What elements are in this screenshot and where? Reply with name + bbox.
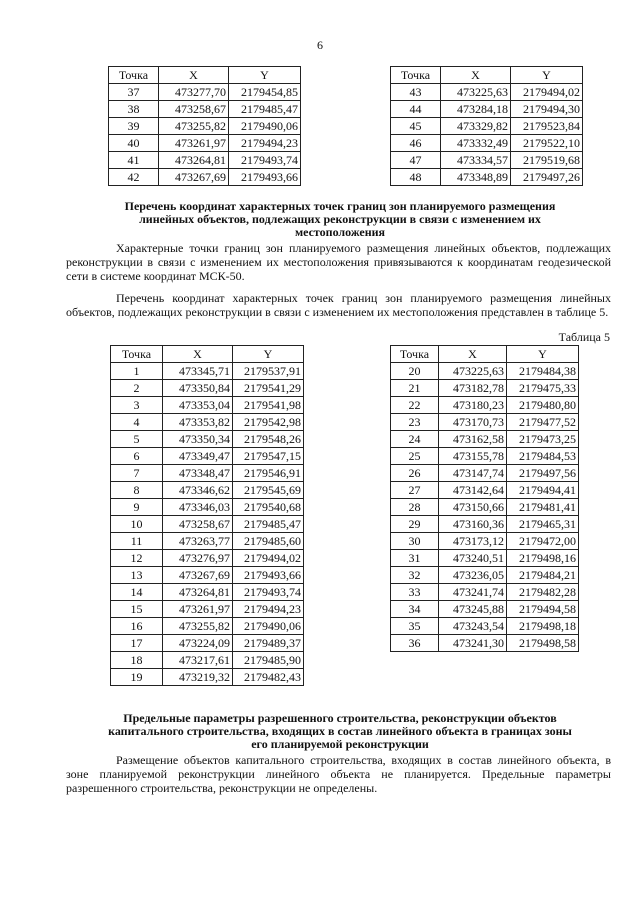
col-header-y: Y	[233, 346, 304, 363]
x-coordinate-cell: 473241,74	[439, 584, 507, 601]
table-row	[111, 380, 304, 397]
col-header-x: X	[159, 67, 229, 84]
point-number-cell: 44	[391, 101, 441, 118]
point-number-cell: 43	[391, 84, 441, 101]
x-coordinate-cell: 473173,12	[439, 533, 507, 550]
table-row	[111, 448, 304, 465]
x-coordinate-cell: 473348,47	[163, 465, 233, 482]
x-coordinate-cell: 473267,69	[159, 169, 229, 186]
table-row	[391, 482, 579, 499]
point-number-cell: 39	[109, 118, 159, 135]
y-coordinate-cell: 2179494,23	[229, 135, 301, 152]
y-coordinate-cell: 2179493,66	[229, 169, 301, 186]
table-row	[391, 499, 579, 516]
table5-right	[390, 345, 579, 652]
point-number-cell: 4	[111, 414, 163, 431]
point-number-cell: 11	[111, 533, 163, 550]
x-coordinate-cell: 473217,61	[163, 652, 233, 669]
table-row	[391, 618, 579, 635]
col-header-y: Y	[229, 67, 301, 84]
table-row	[391, 431, 579, 448]
y-coordinate-cell: 2179480,80	[507, 397, 579, 414]
point-number-cell: 6	[111, 448, 163, 465]
point-number-cell: 41	[109, 152, 159, 169]
y-coordinate-cell: 2179522,10	[511, 135, 583, 152]
table-row	[391, 567, 579, 584]
y-coordinate-cell: 2179494,30	[511, 101, 583, 118]
point-number-cell: 16	[111, 618, 163, 635]
table-row	[391, 635, 579, 652]
page-number: 6	[317, 38, 323, 52]
point-number-cell: 3	[111, 397, 163, 414]
y-coordinate-cell: 2179485,90	[233, 652, 304, 669]
x-coordinate-cell: 473170,73	[439, 414, 507, 431]
point-number-cell: 42	[109, 169, 159, 186]
table-row	[391, 118, 583, 135]
point-number-cell: 34	[391, 601, 439, 618]
y-coordinate-cell: 2179497,26	[511, 169, 583, 186]
col-header-point: Точка	[111, 346, 163, 363]
point-number-cell: 9	[111, 499, 163, 516]
coordinates-table-top-right	[390, 66, 583, 186]
table-row	[391, 414, 579, 431]
y-coordinate-cell: 2179498,18	[507, 618, 579, 635]
point-number-cell: 15	[111, 601, 163, 618]
col-header-x: X	[163, 346, 233, 363]
y-coordinate-cell: 2179537,91	[233, 363, 304, 380]
x-coordinate-cell: 473350,34	[163, 431, 233, 448]
x-coordinate-cell: 473240,51	[439, 550, 507, 567]
x-coordinate-cell: 473182,78	[439, 380, 507, 397]
y-coordinate-cell: 2179541,29	[233, 380, 304, 397]
x-coordinate-cell: 473142,64	[439, 482, 507, 499]
point-number-cell: 47	[391, 152, 441, 169]
x-coordinate-cell: 473225,63	[441, 84, 511, 101]
table-row	[391, 465, 579, 482]
y-coordinate-cell: 2179493,74	[233, 584, 304, 601]
y-coordinate-cell: 2179482,43	[233, 669, 304, 686]
x-coordinate-cell: 473241,30	[439, 635, 507, 652]
point-number-cell: 30	[391, 533, 439, 550]
table-row	[391, 601, 579, 618]
table-row	[391, 152, 583, 169]
point-number-cell: 21	[391, 380, 439, 397]
y-coordinate-cell: 2179493,74	[229, 152, 301, 169]
point-number-cell: 5	[111, 431, 163, 448]
x-coordinate-cell: 473236,05	[439, 567, 507, 584]
point-number-cell: 38	[109, 101, 159, 118]
y-coordinate-cell: 2179482,28	[507, 584, 579, 601]
x-coordinate-cell: 473276,97	[163, 550, 233, 567]
x-coordinate-cell: 473261,97	[159, 135, 229, 152]
point-number-cell: 28	[391, 499, 439, 516]
point-number-cell: 19	[111, 669, 163, 686]
point-number-cell: 8	[111, 482, 163, 499]
table-row	[111, 635, 304, 652]
point-number-cell: 2	[111, 380, 163, 397]
point-number-cell: 33	[391, 584, 439, 601]
y-coordinate-cell: 2179546,91	[233, 465, 304, 482]
y-coordinate-cell: 2179485,47	[233, 516, 304, 533]
y-coordinate-cell: 2179484,21	[507, 567, 579, 584]
point-number-cell: 27	[391, 482, 439, 499]
y-coordinate-cell: 2179475,33	[507, 380, 579, 397]
table-row	[391, 516, 579, 533]
table-row	[109, 118, 301, 135]
col-header-point: Точка	[391, 346, 439, 363]
table-row	[391, 448, 579, 465]
y-coordinate-cell: 2179472,00	[507, 533, 579, 550]
x-coordinate-cell: 473350,84	[163, 380, 233, 397]
x-coordinate-cell: 473224,09	[163, 635, 233, 652]
x-coordinate-cell: 473243,54	[439, 618, 507, 635]
x-coordinate-cell: 473329,82	[441, 118, 511, 135]
point-number-cell: 14	[111, 584, 163, 601]
x-coordinate-cell: 473353,04	[163, 397, 233, 414]
table-row	[109, 169, 301, 186]
x-coordinate-cell: 473263,77	[163, 533, 233, 550]
table-caption: Таблица 5	[558, 330, 610, 344]
point-number-cell: 24	[391, 431, 439, 448]
section-heading-parameters: Предельные параметры разрешенного строительства, реконструкции объектов капитального строительства, входящих в состав линейного объекта в границах зоны его планируемой реконструкции	[108, 711, 572, 751]
table-row	[109, 84, 301, 101]
table-row	[391, 169, 583, 186]
x-coordinate-cell: 473267,69	[163, 567, 233, 584]
point-number-cell: 32	[391, 567, 439, 584]
x-coordinate-cell: 473346,03	[163, 499, 233, 516]
table-row	[109, 152, 301, 169]
table-row	[391, 101, 583, 118]
point-number-cell: 37	[109, 84, 159, 101]
table-row	[391, 135, 583, 152]
table-row	[111, 465, 304, 482]
table-row	[111, 516, 304, 533]
point-number-cell: 29	[391, 516, 439, 533]
y-coordinate-cell: 2179541,98	[233, 397, 304, 414]
col-header-y: Y	[507, 346, 579, 363]
table-row	[111, 669, 304, 686]
point-number-cell: 40	[109, 135, 159, 152]
table-row	[391, 380, 579, 397]
col-header-point: Точка	[109, 67, 159, 84]
table5-left	[110, 345, 304, 686]
x-coordinate-cell: 473155,78	[439, 448, 507, 465]
y-coordinate-cell: 2179465,31	[507, 516, 579, 533]
x-coordinate-cell: 473277,70	[159, 84, 229, 101]
x-coordinate-cell: 473245,88	[439, 601, 507, 618]
x-coordinate-cell: 473346,62	[163, 482, 233, 499]
section-heading-coordinates: Перечень координат характерных точек границ зон планируемого размещения линейных объектов, подлежащих реконструкции в связи с изменением их местоположения	[124, 199, 556, 239]
y-coordinate-cell: 2179494,23	[233, 601, 304, 618]
y-coordinate-cell: 2179493,66	[233, 567, 304, 584]
table-row	[111, 550, 304, 567]
y-coordinate-cell: 2179498,58	[507, 635, 579, 652]
point-number-cell: 7	[111, 465, 163, 482]
table-row	[111, 482, 304, 499]
table-row	[111, 618, 304, 635]
paragraph-coordinates-list: Перечень координат характерных точек границ зон планируемого размещения линейных объектов, подлежащих реконструкции в связи с изменением их местоположения представлен в таблице 5.	[66, 291, 611, 319]
point-number-cell: 17	[111, 635, 163, 652]
y-coordinate-cell: 2179547,15	[233, 448, 304, 465]
table-row	[111, 567, 304, 584]
y-coordinate-cell: 2179548,26	[233, 431, 304, 448]
y-coordinate-cell: 2179540,68	[233, 499, 304, 516]
y-coordinate-cell: 2179542,98	[233, 414, 304, 431]
table-row	[391, 584, 579, 601]
x-coordinate-cell: 473353,82	[163, 414, 233, 431]
coordinates-table-top-left	[108, 66, 301, 186]
y-coordinate-cell: 2179490,06	[233, 618, 304, 635]
y-coordinate-cell: 2179519,68	[511, 152, 583, 169]
x-coordinate-cell: 473147,74	[439, 465, 507, 482]
x-coordinate-cell: 473332,49	[441, 135, 511, 152]
point-number-cell: 31	[391, 550, 439, 567]
x-coordinate-cell: 473180,23	[439, 397, 507, 414]
x-coordinate-cell: 473258,67	[163, 516, 233, 533]
x-coordinate-cell: 473261,97	[163, 601, 233, 618]
col-header-point: Точка	[391, 67, 441, 84]
table-row	[111, 533, 304, 550]
x-coordinate-cell: 473150,66	[439, 499, 507, 516]
y-coordinate-cell: 2179497,56	[507, 465, 579, 482]
table-row	[111, 652, 304, 669]
y-coordinate-cell: 2179477,52	[507, 414, 579, 431]
col-header-y: Y	[511, 67, 583, 84]
point-number-cell: 36	[391, 635, 439, 652]
y-coordinate-cell: 2179523,84	[511, 118, 583, 135]
x-coordinate-cell: 473334,57	[441, 152, 511, 169]
col-header-x: X	[441, 67, 511, 84]
x-coordinate-cell: 473255,82	[159, 118, 229, 135]
y-coordinate-cell: 2179484,38	[507, 363, 579, 380]
point-number-cell: 23	[391, 414, 439, 431]
table-row	[391, 84, 583, 101]
point-number-cell: 10	[111, 516, 163, 533]
table-row	[109, 101, 301, 118]
paragraph-characteristic-points: Характерные точки границ зон планируемого размещения линейных объектов, подлежащих реконструкции в связи с изменением их местоположения привязываются к координатам геодезической сети в системе координат МСК-50.	[66, 241, 611, 283]
y-coordinate-cell: 2179489,37	[233, 635, 304, 652]
x-coordinate-cell: 473264,81	[163, 584, 233, 601]
point-number-cell: 25	[391, 448, 439, 465]
x-coordinate-cell: 473264,81	[159, 152, 229, 169]
point-number-cell: 26	[391, 465, 439, 482]
y-coordinate-cell: 2179484,53	[507, 448, 579, 465]
y-coordinate-cell: 2179494,58	[507, 601, 579, 618]
point-number-cell: 45	[391, 118, 441, 135]
table-row	[391, 363, 579, 380]
table-row	[111, 363, 304, 380]
y-coordinate-cell: 2179481,41	[507, 499, 579, 516]
point-number-cell: 1	[111, 363, 163, 380]
x-coordinate-cell: 473348,89	[441, 169, 511, 186]
x-coordinate-cell: 473255,82	[163, 618, 233, 635]
table-row	[111, 431, 304, 448]
table-row	[111, 601, 304, 618]
point-number-cell: 48	[391, 169, 441, 186]
y-coordinate-cell: 2179485,47	[229, 101, 301, 118]
y-coordinate-cell: 2179498,16	[507, 550, 579, 567]
y-coordinate-cell: 2179473,25	[507, 431, 579, 448]
col-header-x: X	[439, 346, 507, 363]
x-coordinate-cell: 473162,58	[439, 431, 507, 448]
point-number-cell: 12	[111, 550, 163, 567]
y-coordinate-cell: 2179494,41	[507, 482, 579, 499]
y-coordinate-cell: 2179494,02	[233, 550, 304, 567]
table-row	[109, 135, 301, 152]
x-coordinate-cell: 473349,47	[163, 448, 233, 465]
table-row	[111, 397, 304, 414]
point-number-cell: 35	[391, 618, 439, 635]
x-coordinate-cell: 473219,32	[163, 669, 233, 686]
paragraph-parameters: Размещение объектов капитального строительства, входящих в состав линейного объекта, в зоне планируемой реконструкции линейного объекта не планируется. Предельные параметры разрешенного строительства, реконструкции не определены.	[66, 753, 611, 795]
point-number-cell: 46	[391, 135, 441, 152]
point-number-cell: 18	[111, 652, 163, 669]
x-coordinate-cell: 473258,67	[159, 101, 229, 118]
table-row	[391, 397, 579, 414]
x-coordinate-cell: 473284,18	[441, 101, 511, 118]
table-row	[111, 414, 304, 431]
table-row	[111, 499, 304, 516]
point-number-cell: 20	[391, 363, 439, 380]
point-number-cell: 22	[391, 397, 439, 414]
y-coordinate-cell: 2179454,85	[229, 84, 301, 101]
y-coordinate-cell: 2179494,02	[511, 84, 583, 101]
x-coordinate-cell: 473225,63	[439, 363, 507, 380]
y-coordinate-cell: 2179545,69	[233, 482, 304, 499]
point-number-cell: 13	[111, 567, 163, 584]
table-row	[391, 533, 579, 550]
table-row	[391, 550, 579, 567]
x-coordinate-cell: 473345,71	[163, 363, 233, 380]
y-coordinate-cell: 2179485,60	[233, 533, 304, 550]
y-coordinate-cell: 2179490,06	[229, 118, 301, 135]
x-coordinate-cell: 473160,36	[439, 516, 507, 533]
table-row	[111, 584, 304, 601]
